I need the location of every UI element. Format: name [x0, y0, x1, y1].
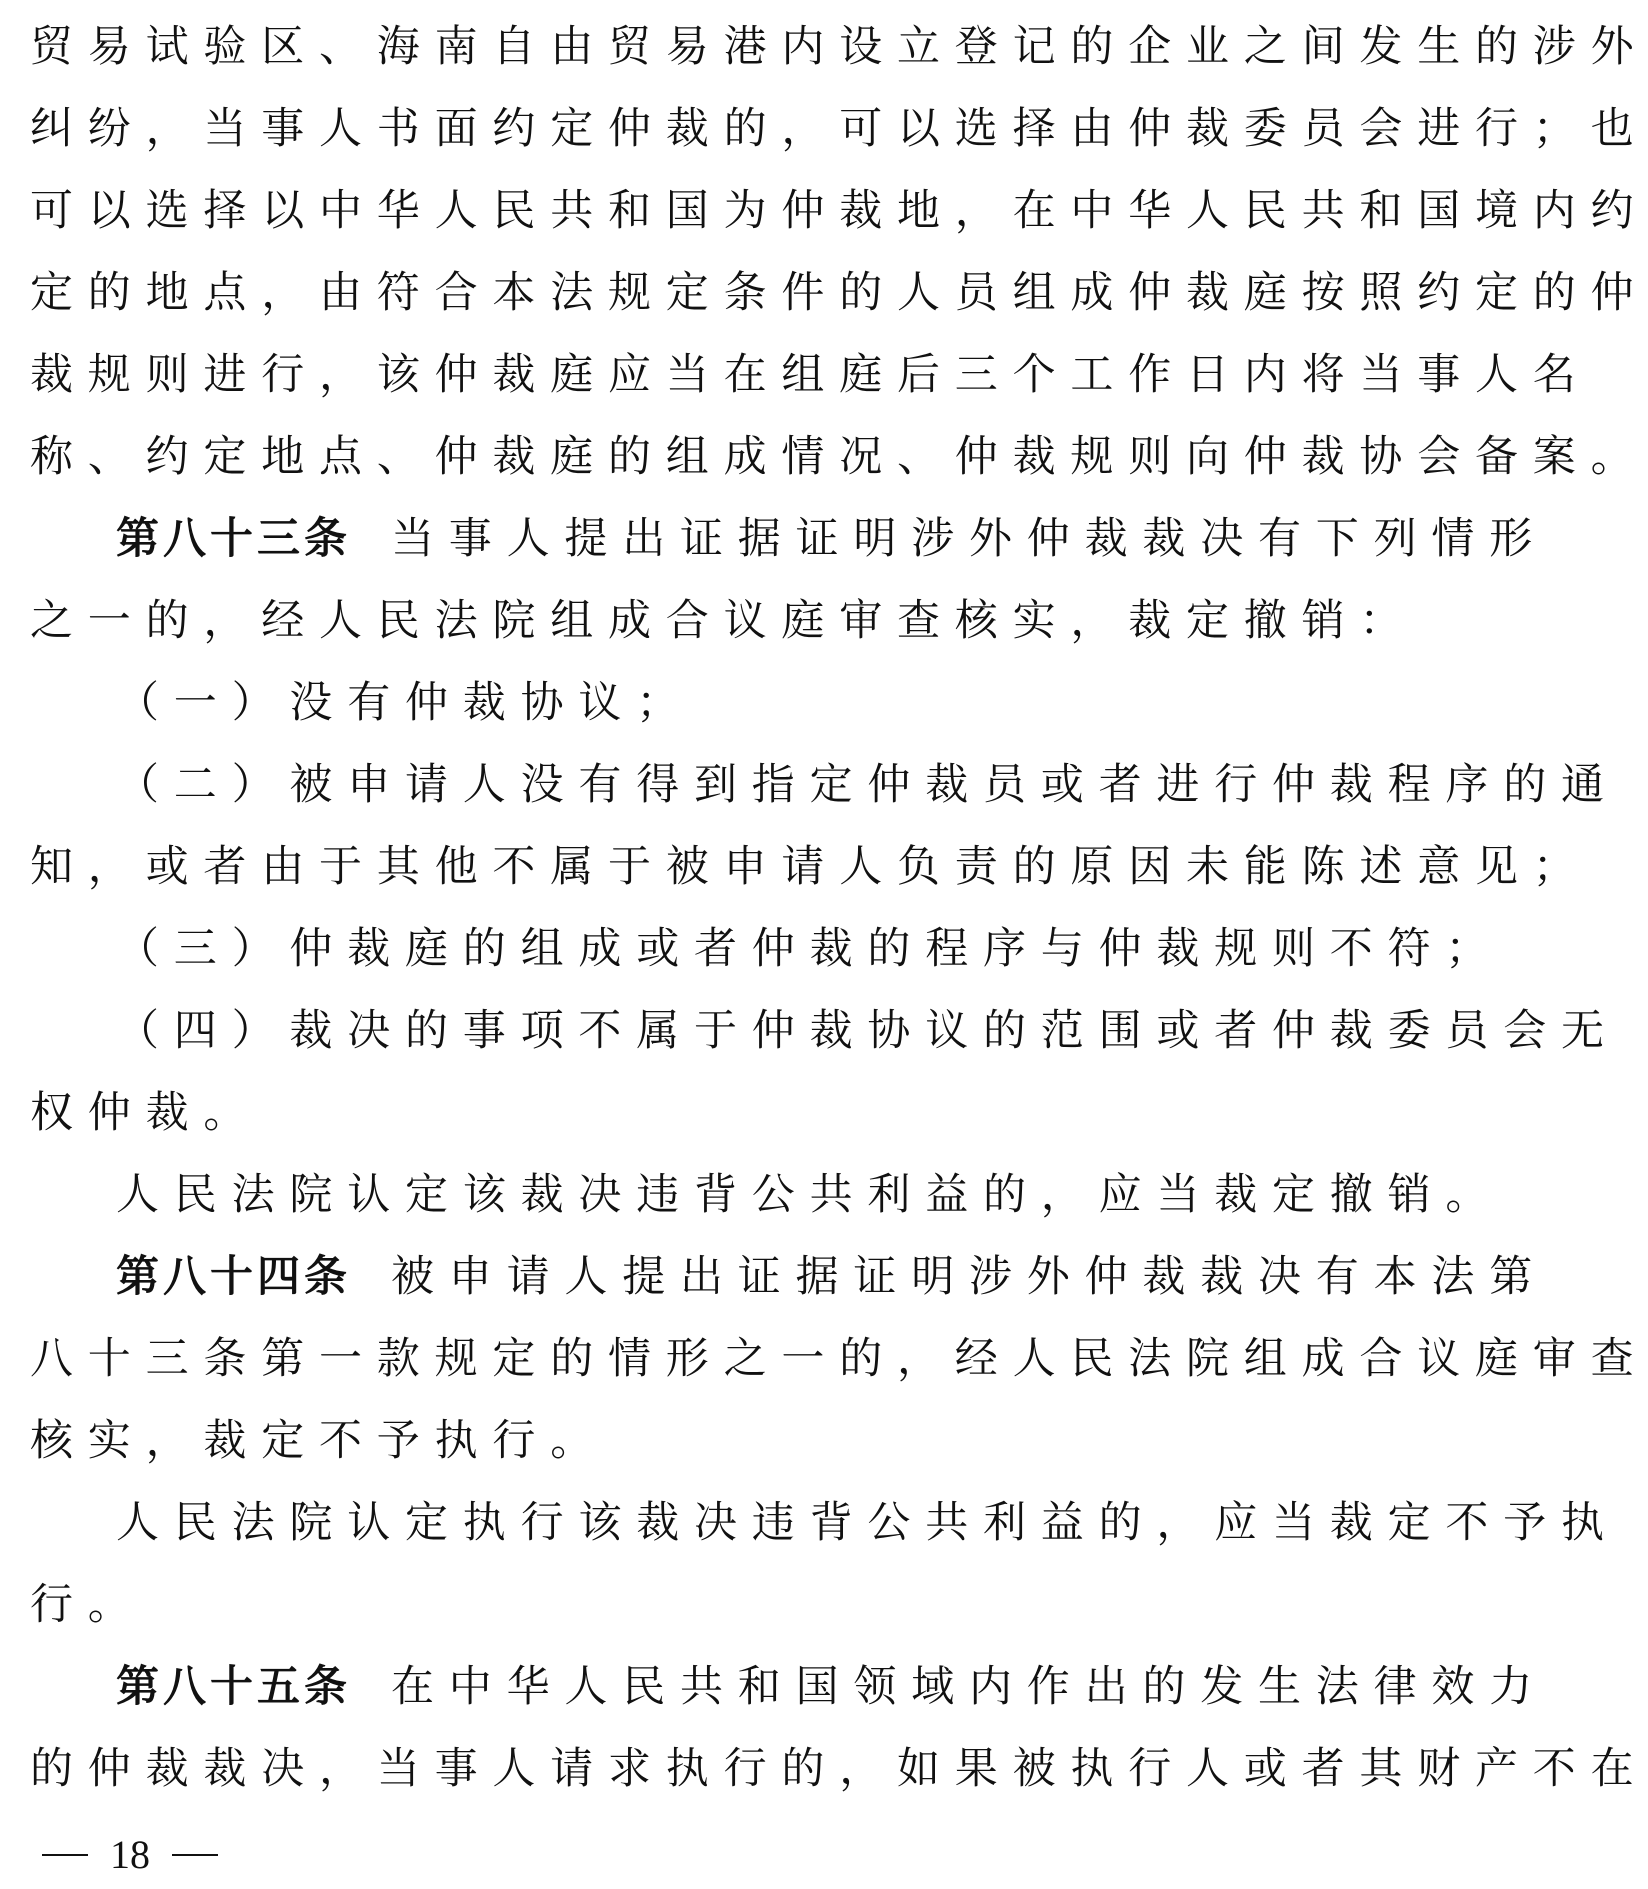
- article-83: [30, 498, 1547, 580]
- list-item: （二）被申请人没有得到指定仲裁员或者进行仲裁程序的通: [116, 760, 1619, 810]
- text-line: 之一的，经人民法院组成合议庭审查核实，裁定撤销：: [30, 596, 1418, 646]
- article-83-label: 第八十三条: [116, 514, 351, 564]
- paragraph: 人民法院认定执行该裁决违背公共利益的，应当裁定不予执: [116, 1498, 1619, 1548]
- article-85-label: 第八十五条: [116, 1662, 351, 1712]
- paragraph: 人民法院认定该裁决违背公共利益的，应当裁定撤销。: [116, 1170, 1504, 1220]
- text-line: 可以选择以中华人民共和国为仲裁地，在中华人民共和国境内约: [30, 186, 1648, 236]
- article-84: [30, 1236, 1547, 1318]
- list-item: （一）没有仲裁协议；: [116, 678, 694, 728]
- text-line: 行。: [30, 1580, 146, 1630]
- article-84-label: 第八十四条: [116, 1252, 351, 1302]
- list-item: （三）仲裁庭的组成或者仲裁的程序与仲裁规则不符；: [116, 924, 1504, 974]
- text-line: 纠纷，当事人书面约定仲裁的，可以选择由仲裁委员会进行；也: [30, 104, 1648, 154]
- text-line: 知，或者由于其他不属于被申请人负责的原因未能陈述意见；: [30, 842, 1591, 892]
- article-83-text: 当事人提出证据证明涉外仲裁裁决有下列情形: [391, 514, 1547, 564]
- text-line: 定的地点，由符合本法规定条件的人员组成仲裁庭按照约定的仲: [30, 268, 1648, 318]
- text-line: 八十三条第一款规定的情形之一的，经人民法院组成合议庭审查: [30, 1334, 1648, 1384]
- page-footer: [42, 1830, 218, 1880]
- article-85-text: 在中华人民共和国领域内作出的发生法律效力: [391, 1662, 1547, 1712]
- list-item: （四）裁决的事项不属于仲裁协议的范围或者仲裁委员会无: [116, 1006, 1619, 1056]
- dash-left: [42, 1854, 88, 1856]
- document-page: [30, 6, 1648, 1810]
- text-line: 裁规则进行，该仲裁庭应当在组庭后三个工作日内将当事人名: [30, 350, 1591, 400]
- text-line: 贸易试验区、海南自由贸易港内设立登记的企业之间发生的涉外: [30, 22, 1648, 72]
- text-line: 的仲裁裁决，当事人请求执行的，如果被执行人或者其财产不在: [30, 1744, 1648, 1794]
- text-line: 权仲裁。: [30, 1088, 262, 1138]
- text-line: 称、约定地点、仲裁庭的组成情况、仲裁规则向仲裁协会备案。: [30, 432, 1648, 482]
- page-number: 18: [110, 1832, 150, 1877]
- dash-right: [172, 1854, 218, 1856]
- article-84-text: 被申请人提出证据证明涉外仲裁裁决有本法第: [391, 1252, 1547, 1302]
- article-85: [30, 1646, 1547, 1728]
- text-line: 核实，裁定不予执行。: [30, 1416, 608, 1466]
